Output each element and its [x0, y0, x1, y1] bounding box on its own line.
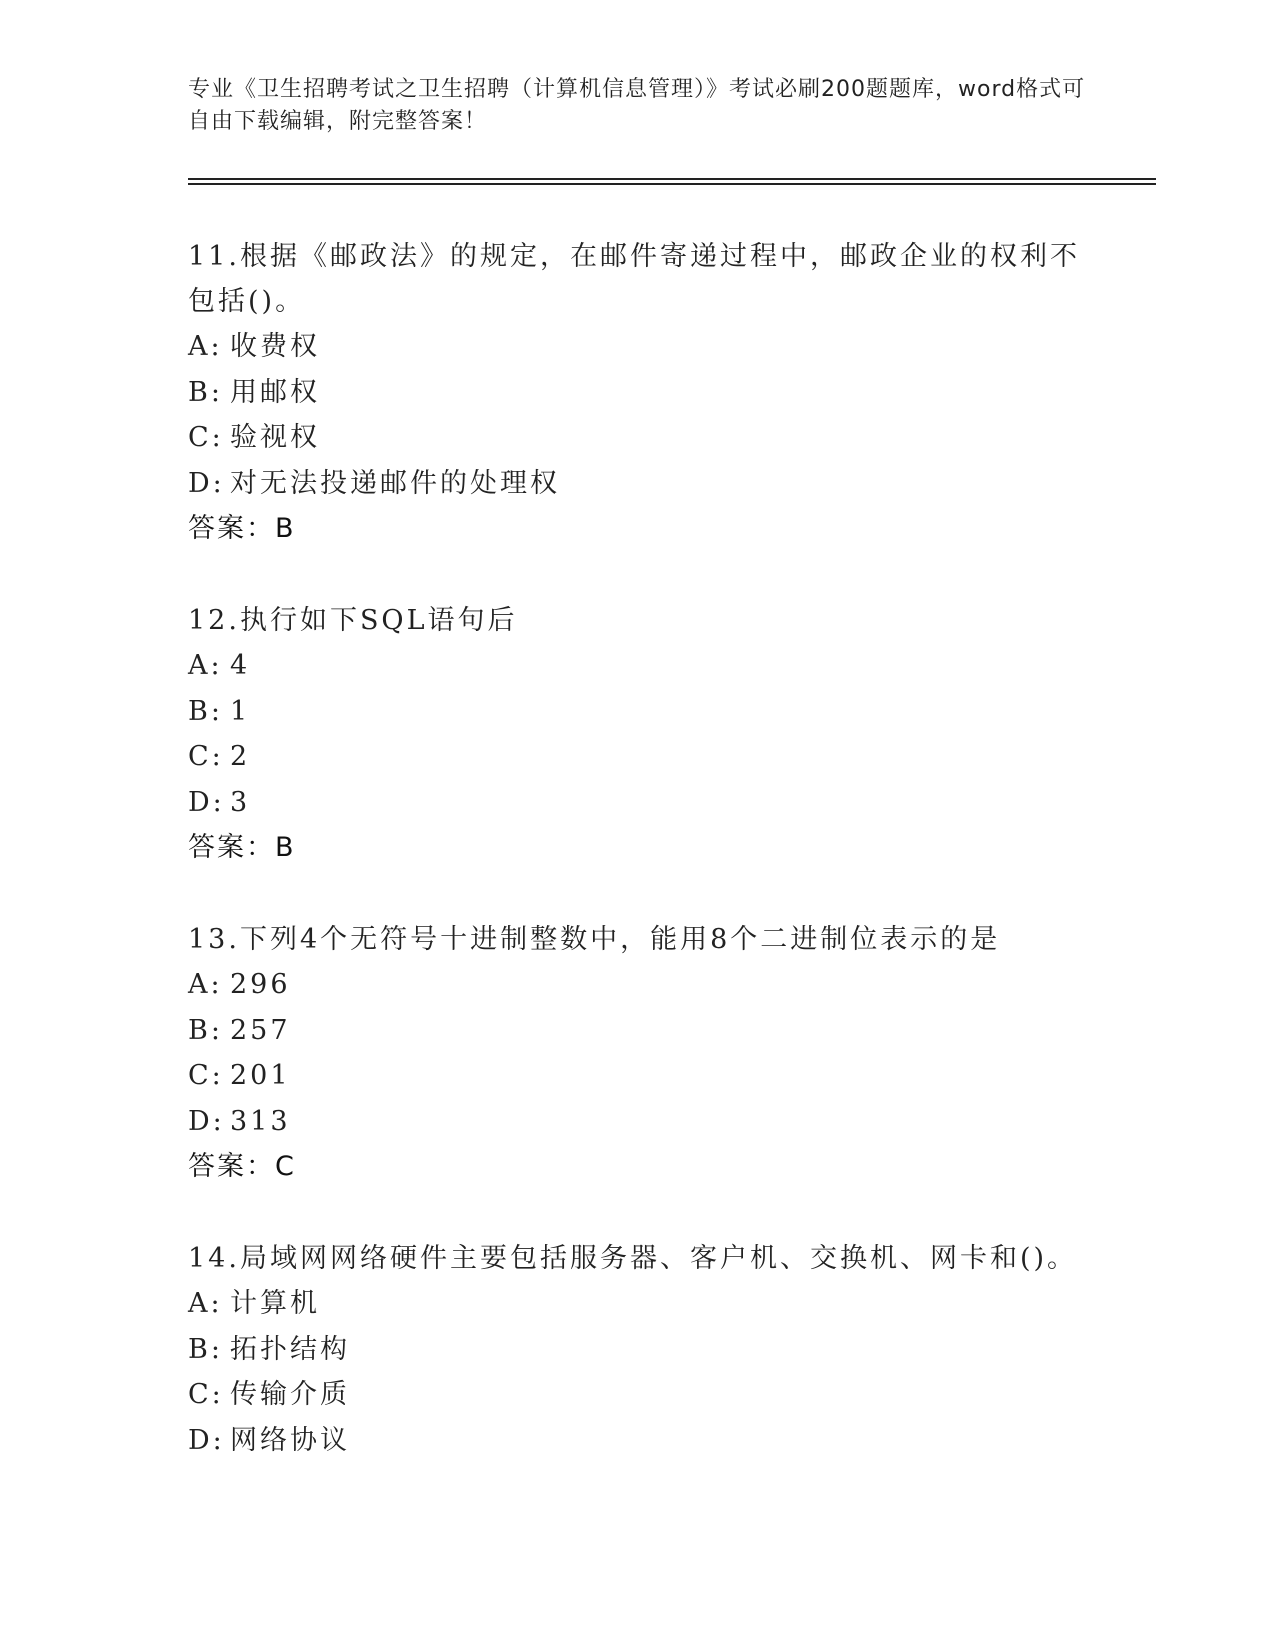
header-divider-bottom: [188, 183, 1156, 185]
option-text: 传输介质: [230, 1379, 350, 1410]
option-text: 用邮权: [230, 376, 320, 408]
option-b: [188, 370, 1088, 416]
option-text: 拓扑结构: [230, 1333, 350, 1365]
option-text: 3: [230, 786, 251, 818]
option-key: D:: [188, 467, 225, 499]
option-text: 验视权: [230, 422, 320, 453]
question-14: [188, 1236, 1088, 1463]
option-c: [188, 734, 1088, 780]
option-key: B:: [188, 1014, 223, 1046]
option-key: C:: [188, 1060, 224, 1091]
question-12: [188, 598, 1088, 871]
option-d: [188, 1099, 1088, 1145]
header-divider-top: [188, 178, 1156, 180]
option-d: [188, 1418, 1088, 1464]
option-c: [188, 1053, 1088, 1099]
option-key: C:: [188, 741, 224, 772]
option-b: [188, 1008, 1088, 1054]
option-text: 313: [230, 1105, 291, 1137]
option-d: [188, 780, 1088, 826]
option-key: B:: [188, 1333, 223, 1365]
option-c: [188, 1372, 1088, 1418]
option-d: [188, 461, 1088, 507]
option-key: A:: [188, 650, 223, 681]
option-text: 网络协议: [230, 1424, 350, 1456]
option-text: 收费权: [230, 331, 320, 362]
option-key: B:: [188, 376, 223, 408]
option-key: D:: [188, 1424, 225, 1456]
option-text: 对无法投递邮件的处理权: [230, 467, 560, 499]
question-13: [188, 917, 1088, 1190]
answer-line: 答案：B: [188, 513, 296, 544]
option-text: 201: [230, 1060, 291, 1091]
answer-line: 答案：B: [188, 832, 296, 863]
option-key: A:: [188, 1288, 223, 1319]
option-c: [188, 415, 1088, 461]
option-text: 计算机: [230, 1288, 320, 1319]
option-key: B:: [188, 695, 223, 727]
option-key: C:: [188, 422, 224, 453]
option-a: [188, 643, 1088, 689]
option-a: [188, 1281, 1088, 1327]
question-stem: 12.执行如下SQL语句后: [188, 605, 518, 636]
question-11: [188, 234, 1088, 552]
option-text: 4: [230, 650, 251, 681]
option-key: A:: [188, 331, 223, 362]
option-a: [188, 324, 1088, 370]
option-text: 2: [230, 741, 251, 772]
option-key: A:: [188, 969, 223, 1000]
option-b: [188, 689, 1088, 735]
question-stem: 13.下列4个无符号十进制整数中，能用8个二进制位表示的是: [188, 924, 1001, 955]
option-key: D:: [188, 1105, 225, 1137]
document-intro: 专业《卫生招聘考试之卫生招聘（计算机信息管理）》考试必刷200题题库，word格式可自由下载编辑，附完整答案！: [188, 77, 1086, 134]
option-b: [188, 1327, 1088, 1373]
option-a: [188, 962, 1088, 1008]
option-text: 296: [230, 969, 291, 1000]
option-text: 257: [230, 1014, 291, 1046]
option-key: C:: [188, 1379, 224, 1410]
answer-line: 答案：C: [188, 1151, 296, 1182]
option-key: D:: [188, 786, 225, 818]
option-text: 1: [230, 695, 251, 727]
question-stem: 14.局域网网络硬件主要包括服务器、客户机、交换机、网卡和()。: [188, 1243, 1078, 1274]
question-stem: 11.根据《邮政法》的规定，在邮件寄递过程中，邮政企业的权利不包括()。: [188, 241, 1080, 317]
